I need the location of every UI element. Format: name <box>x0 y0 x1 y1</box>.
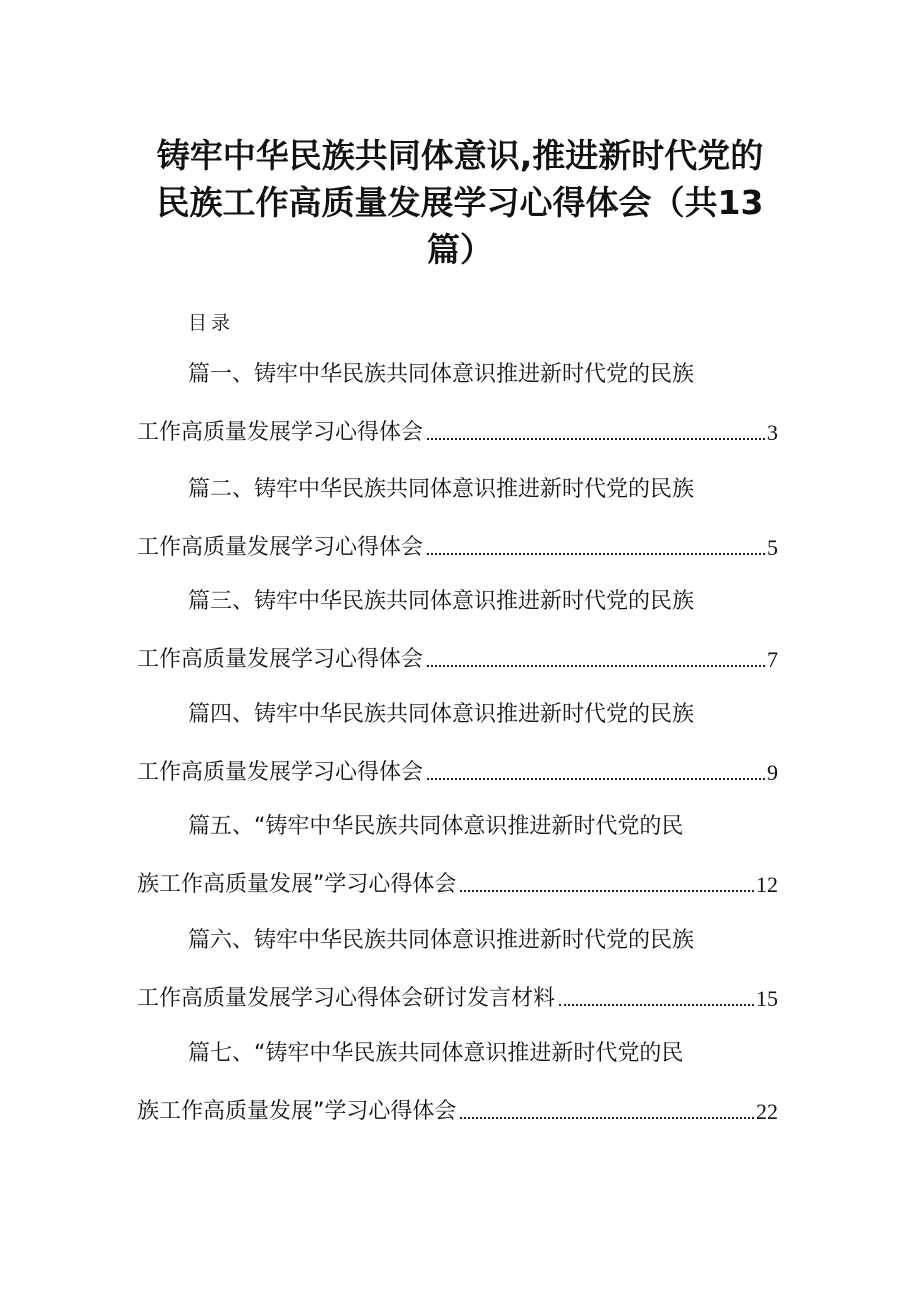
document-title: 铸牢中华民族共同体意识,推进新时代党的民族工作高质量发展学习心得体会（共13篇） <box>156 136 764 269</box>
dot-leader <box>427 553 765 555</box>
toc-entry-continuation <box>137 533 778 563</box>
toc-entry-title: 篇六、铸牢中华民族共同体意识推进新时代党的民族 <box>188 928 695 953</box>
toc-entry-continuation <box>137 1097 778 1127</box>
dot-leader <box>427 665 765 667</box>
toc-entry-title-end: 族工作高质量发展”学习心得体会 <box>137 872 457 897</box>
toc-entry-title: 篇七、“铸牢中华民族共同体意识推进新时代党的民 <box>188 1041 684 1066</box>
toc-entry-continuation <box>137 758 778 788</box>
toc-entry-continuation <box>137 870 778 900</box>
toc-entry-title-end: 工作高质量发展学习心得体会 <box>137 760 424 785</box>
toc-page-number: 15 <box>756 986 778 1011</box>
toc-page-number: 22 <box>756 1099 778 1124</box>
toc-page-number: 12 <box>756 872 778 897</box>
toc-entry-continuation <box>137 645 778 675</box>
dot-leader <box>460 890 754 892</box>
toc-page-number: 9 <box>767 760 778 785</box>
toc-page-number: 3 <box>767 420 778 445</box>
toc-entry-title: 篇三、铸牢中华民族共同体意识推进新时代党的民族 <box>188 589 695 614</box>
toc-entry-title-end: 工作高质量发展学习心得体会 <box>137 647 424 672</box>
toc-entry-title-end: 工作高质量发展学习心得体会 <box>137 420 424 445</box>
toc-page-number: 7 <box>767 647 778 672</box>
toc-entry-title-end: 工作高质量发展学习心得体会 <box>137 535 424 560</box>
dot-leader <box>427 438 765 440</box>
toc-entry-title-end: 工作高质量发展学习心得体会研讨发言材料 <box>137 986 556 1011</box>
toc-page-number: 5 <box>767 535 778 560</box>
dot-leader <box>427 778 765 780</box>
toc-entry-title: 篇四、铸牢中华民族共同体意识推进新时代党的民族 <box>188 702 695 727</box>
dot-leader <box>559 1004 754 1006</box>
toc-entry-continuation <box>137 418 778 448</box>
toc-entry-title: 篇二、铸牢中华民族共同体意识推进新时代党的民族 <box>188 477 695 502</box>
dot-leader <box>460 1117 754 1119</box>
toc-entry-continuation <box>137 984 778 1014</box>
toc-heading: 目录 <box>188 312 235 334</box>
toc-entry-title: 篇一、铸牢中华民族共同体意识推进新时代党的民族 <box>188 362 695 387</box>
toc-entry-title-end: 族工作高质量发展”学习心得体会 <box>137 1099 457 1124</box>
toc-entry-title: 篇五、“铸牢中华民族共同体意识推进新时代党的民 <box>188 814 684 839</box>
